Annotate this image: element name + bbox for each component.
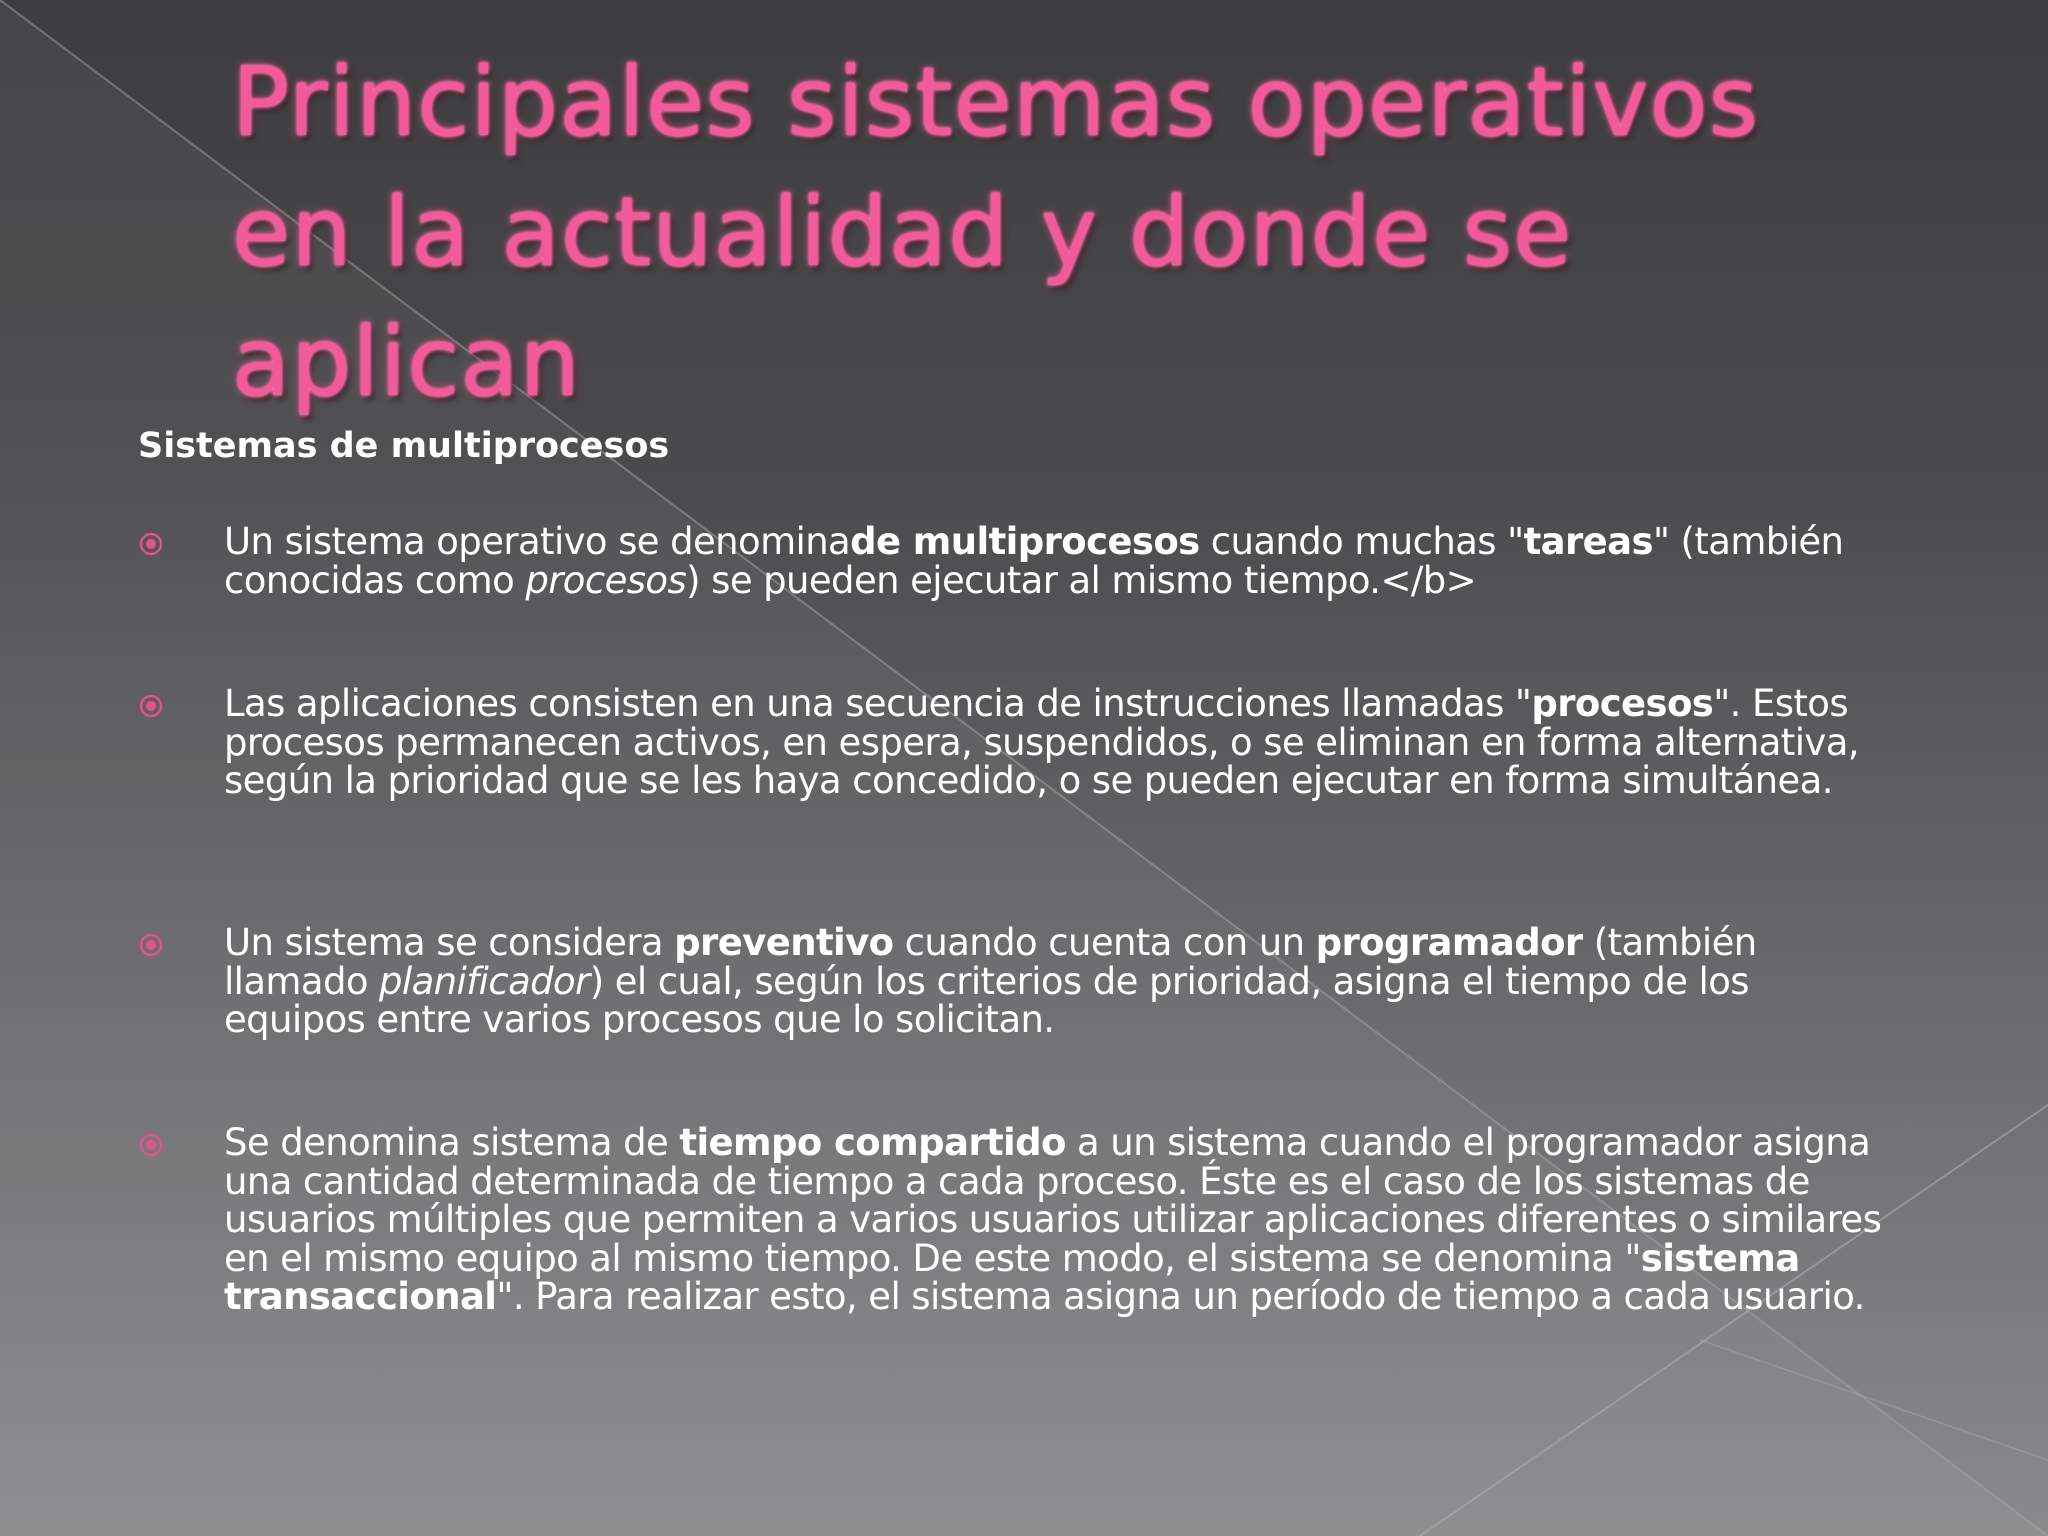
- text-run: ) el cual, según los criterios de prioridad, asigna el tiempo de los equipos entre varios procesos que lo solicitan.: [224, 959, 1749, 1041]
- text-run: Un sistema se considera: [224, 921, 675, 964]
- text-run: ". Para realizar esto, el sistema asigna un período de tiempo a cada usuario.: [496, 1275, 1865, 1318]
- bullet-item: [138, 921, 1898, 1041]
- bullet-text: [224, 921, 1898, 1041]
- title-line: aplican: [232, 308, 581, 418]
- bullet-text: [224, 682, 1898, 802]
- text-run: a un sistema cuando el programador asigna una cantidad determinada de tiempo a cada proceso. Éste es el caso de los sistemas de usuarios múltiples que permiten a varios usuarios utilizar aplicaciones diferentes o similares en el mismo equipo al mismo tiempo. De este modo, el sistema se denomina ": [224, 1121, 1882, 1280]
- target-bullet-icon: [138, 924, 224, 962]
- text-run: ) se pueden ejecutar al mismo tiempo.</b>: [686, 558, 1477, 602]
- text-run: cuando cuenta con un: [893, 921, 1316, 964]
- title-line: en la actualidad y donde se: [232, 178, 1573, 288]
- target-bullet-icon: [138, 523, 224, 561]
- bullet-text: [224, 520, 1898, 602]
- bullet-item: [138, 1121, 1898, 1318]
- bold-text: de multiprocesos: [850, 520, 1200, 563]
- section-heading: Sistemas de multiprocesos: [138, 426, 670, 466]
- bullet-item: [138, 520, 1898, 602]
- text-run: " (también conocidas como: [224, 520, 1844, 602]
- bold-text: sistema transaccional: [224, 1236, 1800, 1318]
- bullet-text: [224, 1121, 1898, 1318]
- text-run: Un sistema operativo se denomina: [224, 520, 851, 563]
- bold-text: tareas: [1523, 520, 1653, 563]
- bold-text: tiempo compartido: [679, 1121, 1066, 1164]
- text-run: (también llamado: [224, 921, 1757, 1003]
- italic-text: procesos: [525, 558, 687, 602]
- slide-title: [232, 38, 1932, 428]
- target-bullet-icon: [138, 1124, 224, 1162]
- text-run: Se denomina sistema de: [224, 1121, 680, 1164]
- bullet-item: [138, 682, 1898, 802]
- title-line: Principales sistemas operativos: [232, 48, 1760, 158]
- text-run: ". Estos procesos permanecen activos, en espera, suspendidos, o se eliminan en forma alternativa, según la prioridad que se les haya concedido, o se pueden ejecutar en forma simultánea.: [224, 682, 1859, 802]
- text-run: cuando muchas ": [1199, 520, 1524, 563]
- bold-text: programador: [1315, 921, 1583, 964]
- target-bullet-icon: [138, 685, 224, 723]
- text-run: Las aplicaciones consisten en una secuencia de instrucciones llamadas ": [224, 682, 1532, 725]
- italic-text: planificador: [379, 959, 590, 1003]
- bold-text: procesos: [1531, 682, 1714, 725]
- bold-text: preventivo: [674, 921, 894, 964]
